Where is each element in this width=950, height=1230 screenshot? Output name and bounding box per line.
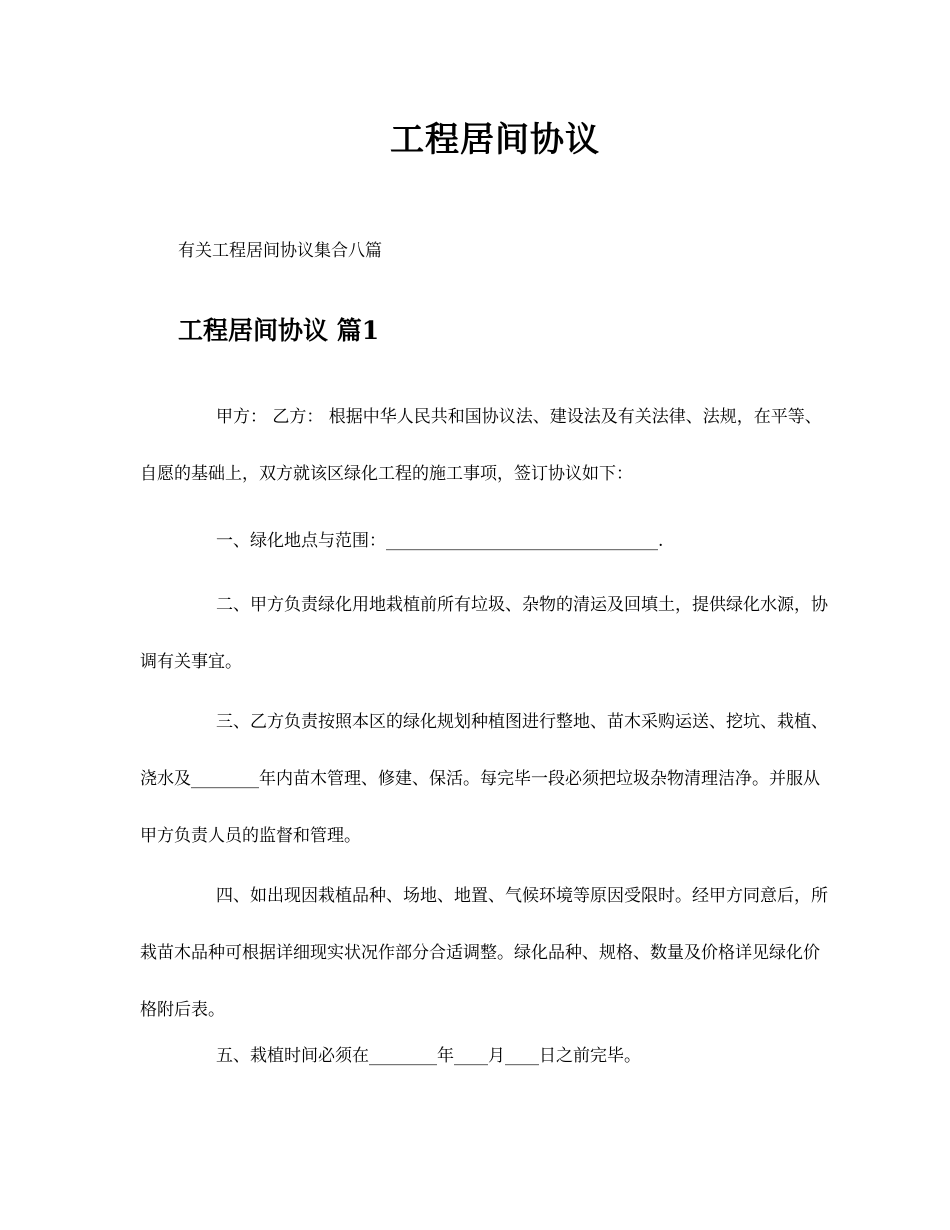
document-subtitle: 有关工程居间协议集合八篇 — [178, 241, 382, 261]
paragraph-clause-5: 五、栽植时间必须在________年____月____日之前完毕。 — [216, 1046, 641, 1066]
paragraph-clause-3: 三、乙方负责按照本区的绿化规划种植图进行整地、苗木采购运送、挖坑、栽植、浇水及________年内苗木管理、修建、保活。每完毕一段必须把垃圾杂物清理洁净。并服从甲方负责人员的监督和管理。 — [140, 712, 828, 846]
paragraph-clause-1: 一、绿化地点与范围：________________________________. — [216, 531, 664, 551]
paragraph-clause-4: 四、如出现因栽植品种、场地、地置、气候环境等原因受限时。经甲方同意后，所栽苗木品种可根据详细现实状况作部分合适调整。绿化品种、规格、数量及价格详见绿化价格附后表。 — [140, 886, 828, 1020]
section-heading: 工程居间协议 篇1 — [178, 316, 380, 345]
paragraph-clause-2: 二、甲方负责绿化用地栽植前所有垃圾、杂物的清运及回填土，提供绿化水源，协调有关事宜。 — [140, 595, 828, 672]
paragraph-parties: 甲方： 乙方： 根据中华人民共和国协议法、建设法及有关法律、法规，在平等、自愿的基础上，双方就该区绿化工程的施工事项，签订协议如下： — [140, 407, 822, 484]
document-title: 工程居间协议 — [390, 120, 600, 160]
